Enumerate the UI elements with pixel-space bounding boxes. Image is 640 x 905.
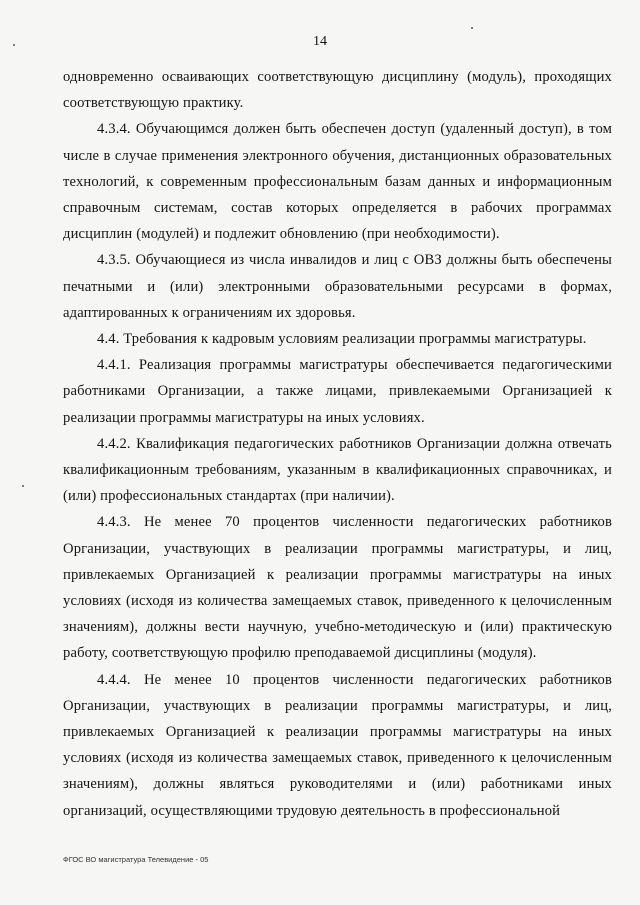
- scan-speck: [13, 44, 15, 46]
- paragraph-4-4-2: 4.4.2. Квалификация педагогических работников Организации должна отвечать квалификационным требованиям, указанным в квалификационных справочниках, и (или) профессиональных стандартах (при наличии).: [63, 435, 612, 505]
- page-number: 14: [313, 34, 327, 49]
- paragraph-4-4-4: 4.4.4. Не менее 10 процентов численности педагогических работников Организации, участвующих в реализации программы магистратуры, и лиц, привлекаемых Организацией к реализации программы магистратуры на иных условиях (исходя из количества замещаемых ставок, приведенного к целочисленным значениям), должны являться руководителями и (или) работниками иных организаций, осуществляющими трудовую деятельность в профессиональной: [63, 671, 612, 819]
- page-footer: ФГОС ВО магистратура Телевидение - 05: [63, 855, 209, 864]
- scan-speck: [22, 485, 24, 487]
- paragraph-4-4: 4.4. Требования к кадровым условиям реализации программы магистратуры.: [97, 331, 587, 348]
- document-body: [63, 64, 612, 824]
- paragraph-4-4-3: 4.4.3. Не менее 70 процентов численности педагогических работников Организации, участвующих в реализации программы магистратуры, и лиц, привлекаемых Организацией к реализации программы магистратуры на иных условиях (исходя из количества замещаемых ставок, приведенного к целочисленным значениям), должны вести научную, учебно-методическую и (или) практическую работу, соответствующую профилю преподаваемой дисциплины (модуля).: [63, 514, 612, 662]
- scan-speck: [471, 27, 473, 29]
- paragraph-4-4-1: 4.4.1. Реализация программы магистратуры обеспечивается педагогическими работниками Организации, а также лицами, привлекаемыми Организацией к реализации программы магистратуры на иных условиях.: [63, 357, 612, 426]
- paragraph-continuation: одновременно осваивающих соответствующую дисциплину (модуль), проходящих соответствующую практику.: [63, 69, 612, 112]
- paragraph-4-3-4: 4.3.4. Обучающимся должен быть обеспечен доступ (удаленный доступ), в том числе в случае применения электронного обучения, дистанционных образовательных технологий, к современным профессиональным базам данных и информационным справочным системам, состав которых определяется в рабочих программах дисциплин (модулей) и подлежит обновлению (при необходимости).: [63, 121, 612, 243]
- paragraph-4-3-5: 4.3.5. Обучающиеся из числа инвалидов и лиц с ОВЗ должны быть обеспечены печатными и (или) электронными образовательными ресурсами в формах, адаптированных к ограничениям их здоровья.: [63, 252, 612, 321]
